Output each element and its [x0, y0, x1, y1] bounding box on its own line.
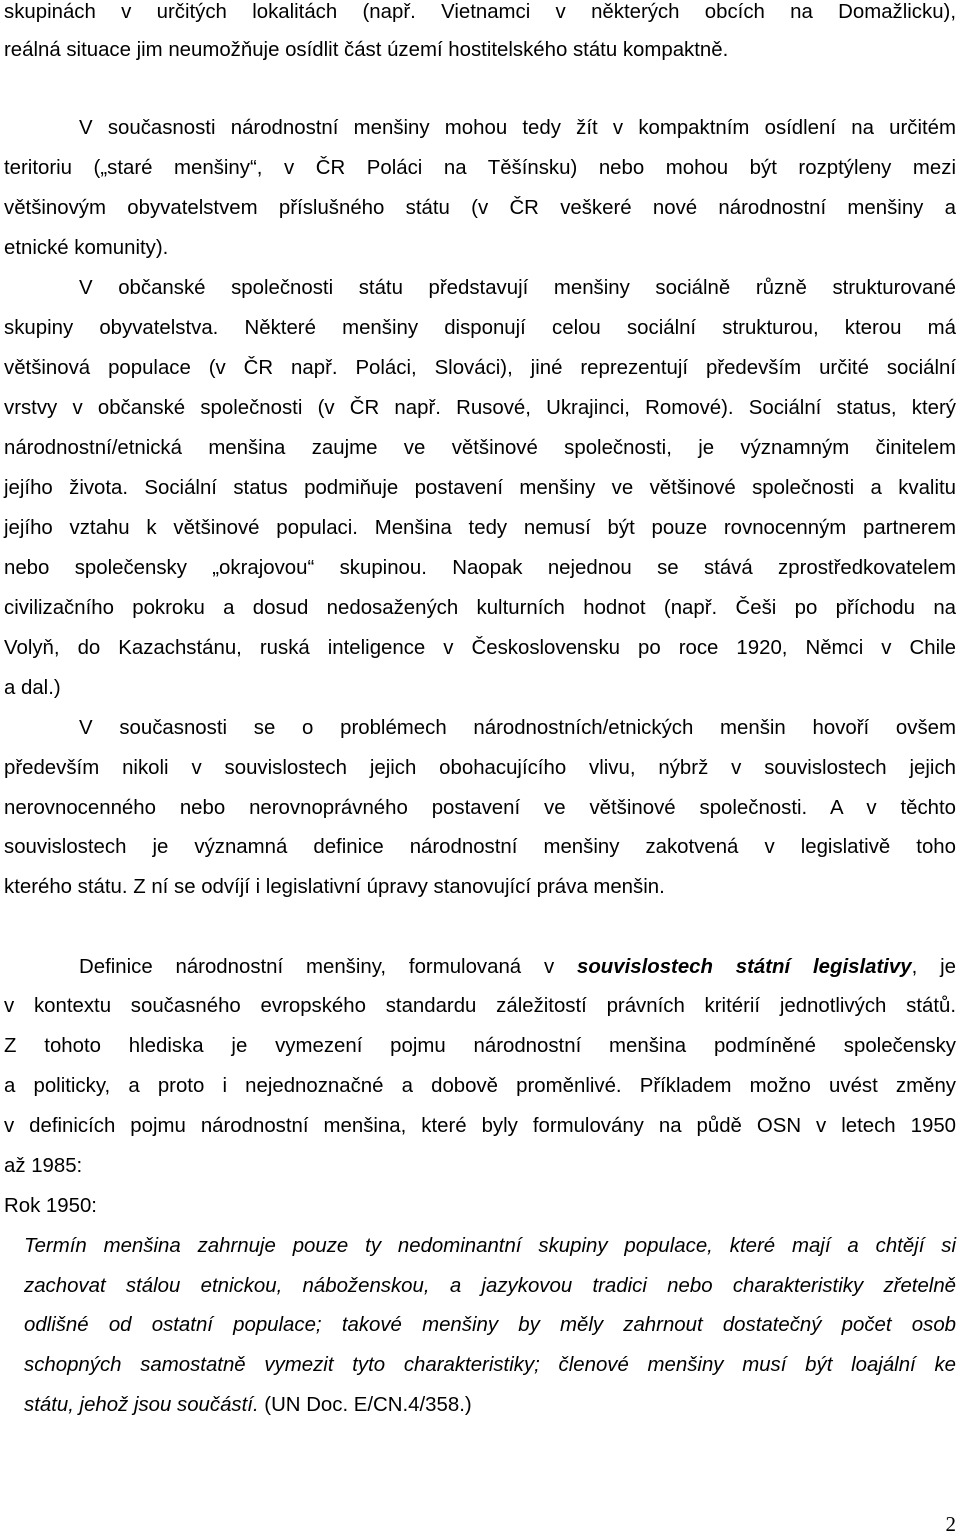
- paragraph-line: skupiny obyvatelstva. Některé menšiny disponují celou sociální strukturou, kterou má: [4, 317, 956, 339]
- paragraph-line: teritoriu („staré menšiny“, v ČR Poláci na Těšínsku) nebo mohou být rozptýleny mezi: [4, 157, 956, 179]
- paragraph-line: V současnosti se o problémech národnostních/etnických menšin hovoří ovšem: [79, 717, 956, 739]
- section-label: Rok 1950:: [4, 1195, 97, 1217]
- paragraph-line: kterého státu. Z ní se odvíjí i legislativní úpravy stanovující práva menšin.: [4, 876, 665, 898]
- paragraph-line: národnostní/etnická menšina zaujme ve většinové společnosti, je významným činitelem: [4, 437, 956, 459]
- paragraph-line: Volyň, do Kazachstánu, ruská inteligence v Československu po roce 1920, Němci v Chile: [4, 637, 956, 659]
- paragraph-line: V současnosti národnostní menšiny mohou tedy žít v kompaktním osídlení na určitém: [79, 117, 956, 139]
- quote-line: odlišné od ostatní populace; takové menšiny by měly zahrnout dostatečný počet osob: [24, 1314, 956, 1336]
- paragraph-line: reálná situace jim neumožňuje osídlit část území hostitelského státu kompaktně.: [4, 39, 729, 61]
- paragraph-line: civilizačního pokroku a dosud nedosažených kulturních hodnot (např. Češi po příchodu na: [4, 597, 956, 619]
- paragraph-line: většinová populace (v ČR např. Poláci, Slováci), jiné reprezentují především určité sociální: [4, 357, 956, 379]
- paragraph-line: až 1985:: [4, 1155, 83, 1177]
- paragraph-line: vrstvy v občanské společnosti (v ČR např. Rusové, Ukrajinci, Romové). Sociální status, který: [4, 397, 956, 419]
- quote-line: [4, 1393, 956, 1417]
- quote-line: schopných samostatně vymezit tyto charakteristiky; členové menšiny musí být loajální ke: [24, 1354, 956, 1376]
- paragraph-line: většinovým obyvatelstvem příslušného státu (v ČR veškeré nové národnostní menšiny a: [4, 197, 956, 219]
- quote-line: Termín menšina zahrnuje pouze ty nedominantní skupiny populace, které mají a chtějí si: [24, 1235, 956, 1257]
- citation-text: (UN Doc. E/CN.4/358.): [258, 1394, 472, 1416]
- paragraph-line: jejího života. Sociální status podmiňuje postavení menšiny ve většinové společnosti a kvalitu: [4, 477, 956, 499]
- paragraph-text: Definice národnostní menšiny, formulovaná v: [79, 956, 577, 978]
- paragraph-line: v kontextu současného evropského standardu záležitostí právních kritérií jednotlivých států.: [4, 995, 956, 1017]
- page-number: 2: [945, 1512, 956, 1536]
- paragraph-line: a dal.): [4, 677, 61, 699]
- paragraph-line: souvislostech je významná definice národnostní menšiny zakotvená v legislativě toho: [4, 836, 956, 858]
- paragraph-line: [4, 955, 956, 979]
- paragraph-line: nebo společensky „okrajovou“ skupinou. Naopak nejednou se stává zprostředkovatelem: [4, 557, 956, 579]
- paragraph-line: nerovnocenného nebo nerovnoprávného postavení ve většinové společnosti. A v těchto: [4, 797, 956, 819]
- paragraph-line: a politicky, a proto i nejednoznačné a dobově proměnlivé. Příkladem možno uvést změny: [4, 1075, 956, 1097]
- paragraph-line: V občanské společnosti státu představují menšiny sociálně různě strukturované: [79, 277, 956, 299]
- paragraph-line: jejího vztahu k většinové populaci. Menšina tedy nemusí být pouze rovnocenným partnerem: [4, 517, 956, 539]
- paragraph-line: etnické komunity).: [4, 237, 169, 259]
- paragraph-line: Z tohoto hlediska je vymezení pojmu národnostní menšina podmíněné společensky: [4, 1035, 956, 1057]
- quote-text: státu, jehož jsou součástí.: [24, 1394, 259, 1416]
- paragraph-line: skupinách v určitých lokalitách (např. Vietnamci v některých obcích na Domažlicku),: [4, 1, 956, 23]
- emphasis-text: souvislostech státní legislativy: [576, 956, 912, 978]
- paragraph-line: v definicích pojmu národnostní menšina, které byly formulovány na půdě OSN v letech 1950: [4, 1115, 956, 1137]
- quote-line: zachovat stálou etnickou, náboženskou, a jazykovou tradici nebo charakteristiky zřetelně: [24, 1275, 956, 1297]
- paragraph-line: především nikoli v souvislostech jejich obohacujícího vlivu, nýbrž v souvislostech jejich: [4, 757, 956, 779]
- paragraph-text: , je: [911, 956, 956, 978]
